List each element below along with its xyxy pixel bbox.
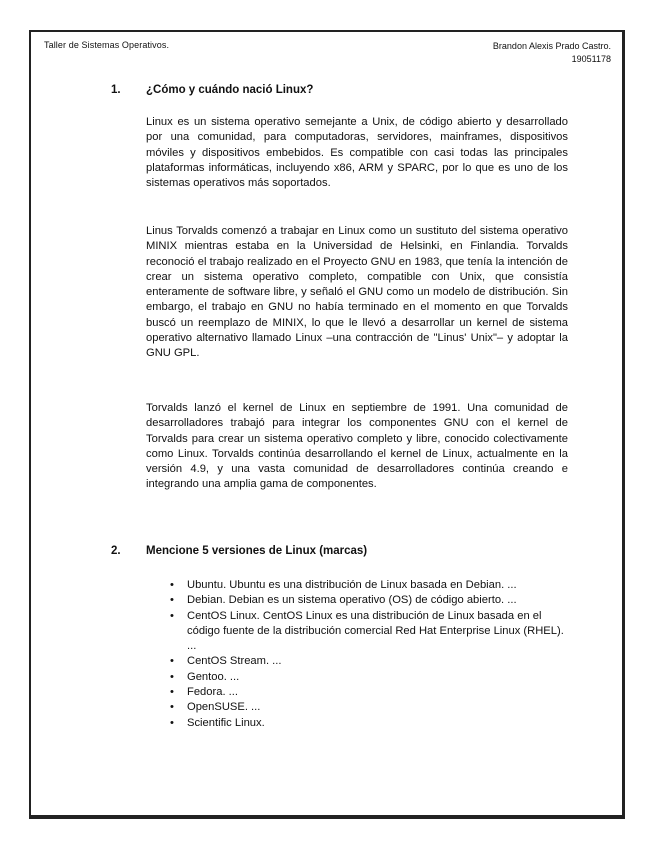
- list-item: • Fedora. ...: [146, 685, 568, 700]
- header-author-block: [493, 40, 611, 66]
- list-item: • Ubuntu. Ubuntu es una distribución de Linux basada en Debian. ...: [146, 578, 568, 593]
- header-student-id: 19051178: [571, 54, 611, 64]
- section-1-paragraph-1: Linux es un sistema operativo semejante a Unix, de código abierto y desarrollado por una comunidad, para computadoras, servidores, mainframes, dispositivos móviles y dispositivos embebidos. Es compatible con casi todas las principales plataformas informáticas, incluyendo x86, ARM y SPARC, por lo que es uno de los sistemas operativos más soportados.: [146, 116, 568, 190]
- section-1-paragraph-3: Torvalds lanzó el kernel de Linux en septiembre de 1991. Una comunidad de desarrolladores trabajó para integrar los componentes GNU con el kernel de Torvalds para crear un sistema operativo completo y libre, conocido colectivamente como Linux. Torvalds continúa desarrollando el kernel de Linux, actualmente en la versión 4.9, y una vasta comunidad de desarrolladores continúa creando e integrando una amplia gama de componentes.: [146, 402, 568, 491]
- section-1-paragraph-2: Linus Torvalds comenzó a trabajar en Linux como un sustituto del sistema operativo MINIX mientras estaba en la Universidad de Helsinki, en Finlandia. Torvalds reconoció el trabajo realizado en el Proyecto GNU en 1983, que tenía la intención de crear un sistema operativo completo, compatible con Unix, que consistía enteramente de software libre, y señaló el GNU como un modelo de distribución. Sin embargo, el trabajo en GNU no había terminado en el momento en que Torvalds buscó un reemplazo de MINIX, lo que le llevó a desarrollar un kernel de sistema operativo alternativo llamado Linux –una contracción de "Linus' Unix"– y adoptar la GNU GPL.: [146, 225, 568, 360]
- header-author: Brandon Alexis Prado Castro.: [492, 41, 611, 51]
- list-item: • Scientific Linux.: [146, 716, 568, 731]
- bullet-icon: •: [170, 579, 174, 591]
- list-item: • OpenSUSE. ...: [146, 700, 568, 715]
- bullet-icon: •: [170, 701, 174, 714]
- linux-distributions-list: [146, 578, 568, 731]
- bullet-icon: •: [170, 716, 174, 729]
- list-item: • CentOS Stream. ...: [146, 654, 568, 669]
- list-item: • CentOS Linux. CentOS Linux es una distribución de Linux basada en el código fuente de la distribución comercial Red Hat Enterprise Linux (RHEL). ...: [170, 609, 564, 653]
- list-item: • Debian. Debian es un sistema operativo (OS) de código abierto. ...: [146, 593, 568, 608]
- bullet-icon: •: [170, 594, 174, 607]
- bullet-icon: •: [170, 670, 174, 683]
- header-course: Taller de Sistemas Operativos.: [44, 40, 170, 50]
- section-2-number: 2.: [111, 545, 121, 557]
- list-item: • Gentoo. ...: [146, 670, 568, 685]
- bullet-icon: •: [170, 686, 174, 699]
- section-1-title: ¿Cómo y cuándo nació Linux?: [146, 84, 314, 96]
- section-2-title: Mencione 5 versiones de Linux (marcas): [146, 545, 368, 557]
- section-1-number: 1.: [111, 84, 121, 96]
- bullet-icon: •: [170, 655, 174, 668]
- bullet-icon: •: [170, 609, 174, 622]
